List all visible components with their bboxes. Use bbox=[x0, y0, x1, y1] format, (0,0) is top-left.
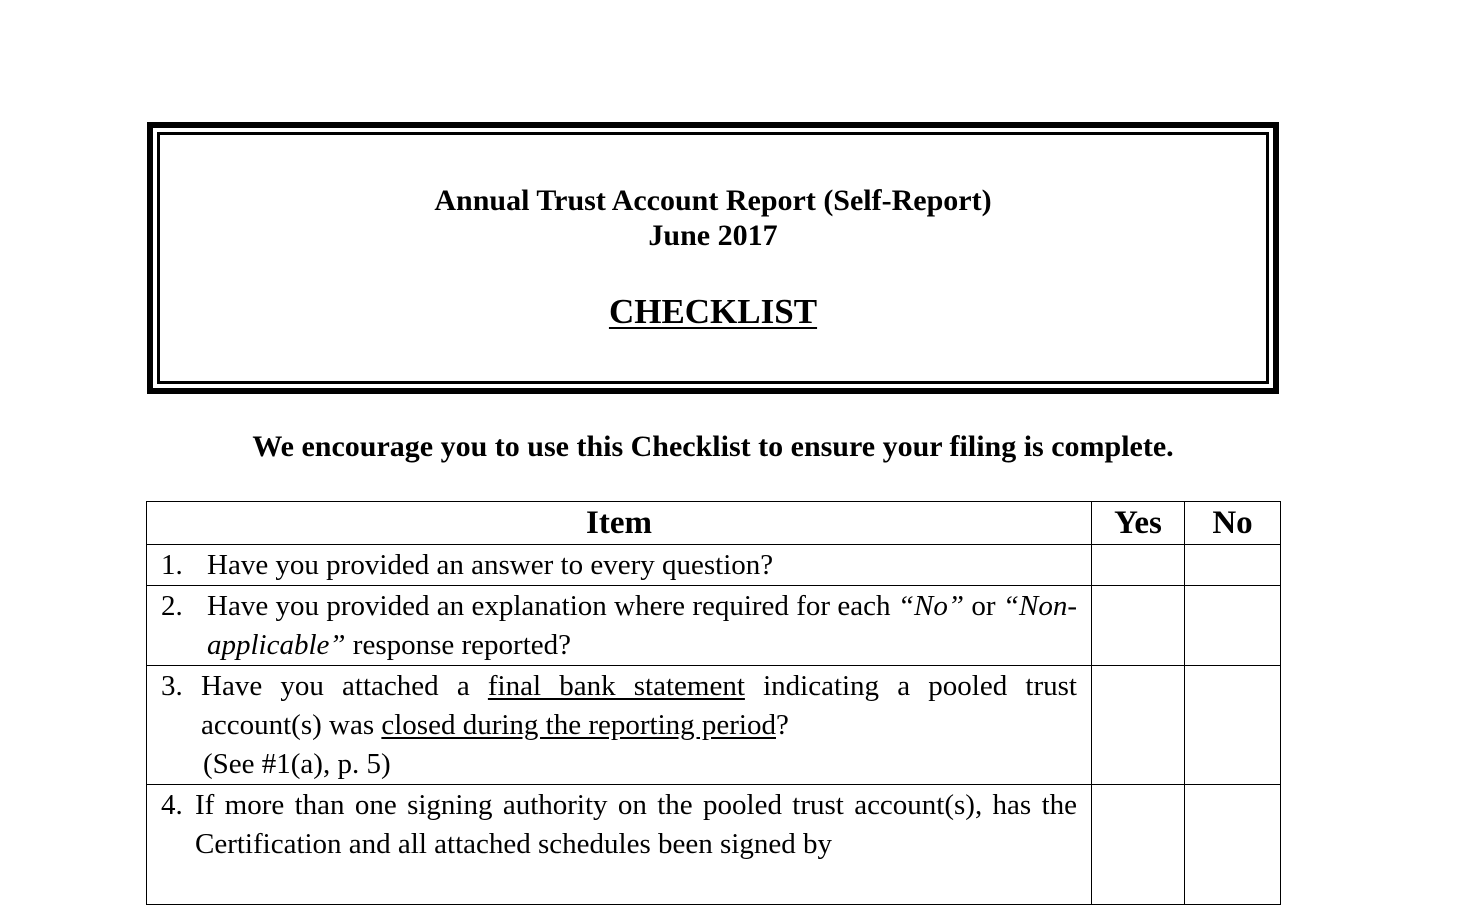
item-number: 4. bbox=[161, 789, 183, 821]
yes-cell[interactable] bbox=[1092, 666, 1185, 785]
intro-text: We encourage you to use this Checklist to ensure your filing is complete. bbox=[252, 430, 1174, 463]
no-cell[interactable] bbox=[1185, 666, 1281, 785]
item-text bbox=[201, 667, 1077, 784]
table-row bbox=[147, 586, 1281, 666]
item-text-part: response reported? bbox=[345, 629, 572, 661]
title-box bbox=[147, 122, 1279, 394]
report-title: Annual Trust Account Report (Self-Report) bbox=[434, 184, 992, 217]
checklist-heading-text: CHECKLIST bbox=[608, 292, 818, 331]
table-row bbox=[147, 666, 1281, 785]
item-text-part: Have you attached a bbox=[201, 670, 488, 702]
column-header-yes: Yes bbox=[1092, 502, 1185, 545]
report-date: June 2017 bbox=[648, 219, 778, 252]
column-header-item: Item bbox=[147, 502, 1092, 545]
item-text-part: or bbox=[964, 590, 1003, 622]
quote-no: “No” bbox=[897, 590, 964, 622]
table-row bbox=[147, 785, 1281, 905]
table-row bbox=[147, 545, 1281, 586]
item-text-part: Have you provided an explanation where required for each bbox=[207, 590, 891, 622]
checklist-table bbox=[146, 501, 1281, 905]
item-number: 1. bbox=[161, 549, 183, 581]
yes-cell[interactable] bbox=[1092, 545, 1185, 586]
no-cell[interactable] bbox=[1185, 785, 1281, 905]
final-bank-statement-underlined: final bank statement bbox=[487, 670, 745, 702]
item-cell bbox=[147, 785, 1092, 905]
table-header-row bbox=[147, 502, 1281, 545]
item-cell bbox=[147, 666, 1092, 785]
quote-non-applicable: “Non-applicable” bbox=[207, 590, 1077, 661]
item-text-part: indicating a pooled trust account(s) was bbox=[201, 670, 1077, 741]
item-cell bbox=[147, 545, 1092, 586]
item-text bbox=[207, 587, 1077, 665]
no-cell[interactable] bbox=[1185, 545, 1281, 586]
yes-cell[interactable] bbox=[1092, 586, 1185, 666]
item-number: 3. bbox=[161, 670, 183, 702]
item-note: (See #1(a), p. 5) bbox=[203, 748, 391, 780]
item-text: If more than one signing authority on the pooled trust account(s), has the Certification and all attached schedules been signed by bbox=[195, 789, 1077, 860]
checklist-heading bbox=[160, 292, 1266, 332]
column-header-no: No bbox=[1185, 502, 1281, 545]
yes-cell[interactable] bbox=[1092, 785, 1185, 905]
item-text-part: ? bbox=[776, 709, 789, 741]
title-box-inner-border bbox=[157, 132, 1269, 384]
item-number: 2. bbox=[161, 590, 183, 622]
item-text: Have you provided an answer to every question? bbox=[207, 549, 774, 581]
no-cell[interactable] bbox=[1185, 586, 1281, 666]
item-cell bbox=[147, 586, 1092, 666]
closed-during-period-underlined: closed during the reporting period bbox=[381, 709, 776, 741]
